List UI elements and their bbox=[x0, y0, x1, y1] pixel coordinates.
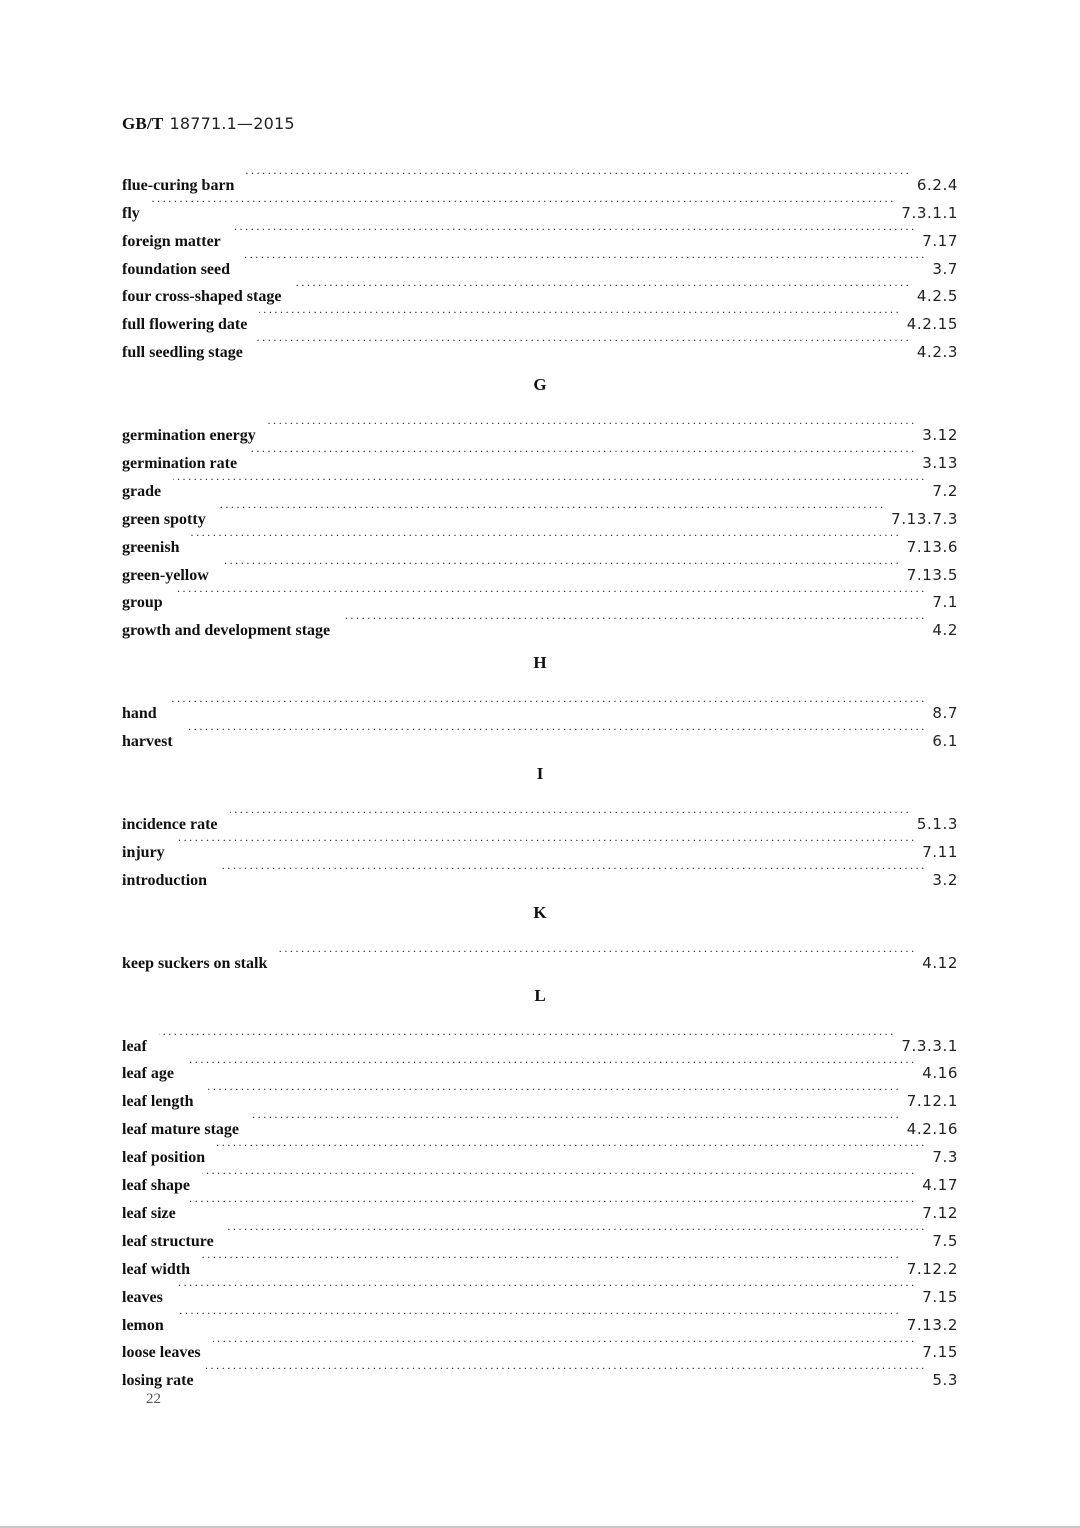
dot-leader bbox=[219, 857, 926, 885]
index-term: leaf age bbox=[122, 1065, 174, 1083]
index-term: leaves bbox=[122, 1288, 163, 1306]
index-term: four cross-shaped stage bbox=[122, 288, 282, 306]
clause-reference: 7.1 bbox=[932, 593, 958, 612]
dot-leader bbox=[251, 1106, 901, 1134]
index-entry bbox=[122, 162, 958, 194]
clause-reference: 7.5 bbox=[932, 1231, 958, 1250]
index-term: leaf size bbox=[122, 1204, 176, 1222]
index-term: injury bbox=[122, 843, 165, 861]
clause-reference: 4.2 bbox=[932, 621, 958, 640]
standard-header bbox=[122, 114, 295, 134]
index-entry bbox=[122, 496, 958, 528]
clause-reference: 3.13 bbox=[922, 454, 958, 473]
index-term: germination energy bbox=[122, 427, 256, 445]
index-entry bbox=[122, 1106, 958, 1139]
clause-reference: 7.13.6 bbox=[906, 537, 958, 556]
index-entry bbox=[122, 218, 958, 250]
dot-leader bbox=[175, 1274, 916, 1302]
clause-reference: 6.2.4 bbox=[916, 175, 958, 194]
dot-leader bbox=[152, 190, 896, 218]
index-entry bbox=[122, 1078, 958, 1111]
dot-leader bbox=[221, 552, 901, 580]
dot-leader bbox=[218, 496, 885, 524]
dot-leader bbox=[233, 218, 916, 246]
index-entry bbox=[122, 1134, 958, 1167]
index-term: foundation seed bbox=[122, 260, 231, 278]
index-term: foreign matter bbox=[122, 232, 221, 250]
index-term: flue-curing barn bbox=[122, 176, 235, 194]
index-term: keep suckers on stalk bbox=[122, 954, 268, 972]
clause-reference: 7.12.2 bbox=[906, 1259, 958, 1278]
clause-reference: 7.11 bbox=[922, 842, 958, 861]
dot-leader bbox=[186, 1051, 916, 1079]
index-term: leaf length bbox=[122, 1093, 194, 1111]
index-term: losing rate bbox=[122, 1372, 194, 1390]
index-entry bbox=[122, 1357, 958, 1390]
index-entry bbox=[122, 1274, 958, 1306]
dot-leader bbox=[213, 1330, 917, 1358]
index-entry bbox=[122, 274, 958, 306]
index-term: leaf position bbox=[122, 1149, 206, 1167]
standard-number: 18771.1—2015 bbox=[169, 114, 295, 133]
index-term: loose leaves bbox=[122, 1344, 201, 1362]
clause-reference: 4.2.16 bbox=[906, 1120, 958, 1139]
section-letter-heading: K bbox=[533, 902, 547, 922]
dot-leader bbox=[293, 274, 910, 302]
index-term: lemon bbox=[122, 1316, 164, 1334]
index-term: full seedling stage bbox=[122, 344, 243, 362]
index-entry bbox=[122, 1190, 958, 1222]
index-entry bbox=[122, 1218, 958, 1250]
dot-leader bbox=[191, 524, 900, 552]
dot-leader bbox=[217, 1134, 926, 1162]
clause-reference: 5.3 bbox=[932, 1371, 958, 1390]
dot-leader bbox=[173, 468, 926, 496]
dot-leader bbox=[242, 246, 926, 274]
clause-reference: 7.2 bbox=[932, 481, 958, 500]
index-entry bbox=[122, 718, 958, 751]
clause-reference: 7.12.1 bbox=[906, 1092, 958, 1111]
dot-leader bbox=[188, 1190, 916, 1218]
dot-leader bbox=[185, 718, 927, 746]
section-letter-heading: L bbox=[534, 985, 546, 1005]
dot-leader bbox=[176, 1302, 901, 1330]
section-letter-heading: I bbox=[536, 764, 544, 784]
dot-leader bbox=[202, 1246, 901, 1274]
clause-reference: 7.13.7.3 bbox=[891, 509, 958, 528]
dot-leader bbox=[246, 162, 910, 190]
dot-leader bbox=[268, 412, 916, 440]
dot-leader bbox=[279, 940, 916, 968]
index-term: leaf mature stage bbox=[122, 1121, 239, 1139]
index-term: green-yellow bbox=[122, 566, 209, 584]
index-term: full flowering date bbox=[122, 316, 248, 334]
dot-leader bbox=[226, 1218, 927, 1246]
index-entry bbox=[122, 246, 958, 278]
clause-reference: 7.3.1.1 bbox=[901, 203, 958, 222]
dot-leader bbox=[249, 440, 916, 468]
clause-reference: 4.2.3 bbox=[916, 343, 958, 362]
clause-reference: 6.1 bbox=[932, 732, 958, 751]
index-entry bbox=[122, 857, 958, 889]
dot-leader bbox=[259, 301, 900, 329]
index-entry bbox=[122, 1330, 958, 1362]
index-term: hand bbox=[122, 705, 157, 723]
clause-reference: 7.12 bbox=[922, 1203, 958, 1222]
standard-prefix: GB/T bbox=[122, 114, 164, 133]
index-entry bbox=[122, 607, 958, 640]
index-term: incidence rate bbox=[122, 816, 218, 834]
dot-leader bbox=[159, 1023, 895, 1051]
index-term: green spotty bbox=[122, 510, 206, 528]
clause-reference: 7.13.2 bbox=[906, 1315, 958, 1334]
index-term: greenish bbox=[122, 538, 180, 556]
dot-leader bbox=[230, 801, 911, 829]
clause-reference: 4.12 bbox=[922, 953, 958, 972]
index-entry bbox=[122, 580, 958, 612]
index-term: group bbox=[122, 594, 163, 612]
section-letter-heading: H bbox=[533, 653, 547, 673]
index-term: harvest bbox=[122, 733, 173, 751]
clause-reference: 7.13.5 bbox=[906, 565, 958, 584]
dot-leader bbox=[202, 1162, 916, 1190]
clause-reference: 4.2.15 bbox=[906, 315, 958, 334]
index-term: leaf width bbox=[122, 1260, 190, 1278]
clause-reference: 3.2 bbox=[932, 870, 958, 889]
page-number: 22 bbox=[146, 1391, 161, 1407]
section-letter-heading: G bbox=[533, 375, 547, 395]
index-entry bbox=[122, 1302, 958, 1334]
index-term: growth and development stage bbox=[122, 622, 331, 640]
term-index bbox=[122, 162, 958, 1390]
index-entry bbox=[122, 468, 958, 500]
dot-leader bbox=[169, 690, 927, 718]
index-entry bbox=[122, 940, 958, 972]
index-term: grade bbox=[122, 482, 162, 500]
index-entry bbox=[122, 190, 958, 222]
clause-reference: 7.15 bbox=[922, 1287, 958, 1306]
index-term: fly bbox=[122, 204, 140, 222]
index-term: germination rate bbox=[122, 455, 238, 473]
clause-reference: 7.3.3.1 bbox=[901, 1036, 958, 1055]
dot-leader bbox=[206, 1357, 927, 1385]
index-term: leaf bbox=[122, 1037, 147, 1055]
clause-reference: 7.17 bbox=[922, 231, 958, 250]
clause-reference: 5.1.3 bbox=[916, 815, 958, 834]
clause-reference: 4.2.5 bbox=[916, 287, 958, 306]
clause-reference: 3.7 bbox=[932, 259, 958, 278]
index-entry bbox=[122, 1246, 958, 1278]
clause-reference: 3.12 bbox=[922, 426, 958, 445]
index-term: introduction bbox=[122, 871, 208, 889]
clause-reference: 4.17 bbox=[922, 1176, 958, 1195]
index-entry bbox=[122, 1023, 958, 1055]
index-term: leaf shape bbox=[122, 1177, 190, 1195]
dot-leader bbox=[206, 1078, 901, 1106]
index-entry bbox=[122, 829, 958, 861]
dot-leader bbox=[342, 607, 926, 635]
clause-reference: 8.7 bbox=[932, 704, 958, 723]
dot-leader bbox=[177, 829, 917, 857]
index-entry bbox=[122, 552, 958, 584]
dot-leader bbox=[255, 329, 911, 357]
clause-reference: 7.3 bbox=[932, 1148, 958, 1167]
clause-reference: 4.16 bbox=[922, 1064, 958, 1083]
index-entry bbox=[122, 801, 958, 834]
index-entry bbox=[122, 1162, 958, 1195]
index-term: leaf structure bbox=[122, 1232, 214, 1250]
index-entry bbox=[122, 524, 958, 556]
index-entry bbox=[122, 690, 958, 723]
index-entry bbox=[122, 1051, 958, 1083]
clause-reference: 7.15 bbox=[922, 1343, 958, 1362]
index-entry bbox=[122, 412, 958, 445]
dot-leader bbox=[175, 580, 927, 608]
